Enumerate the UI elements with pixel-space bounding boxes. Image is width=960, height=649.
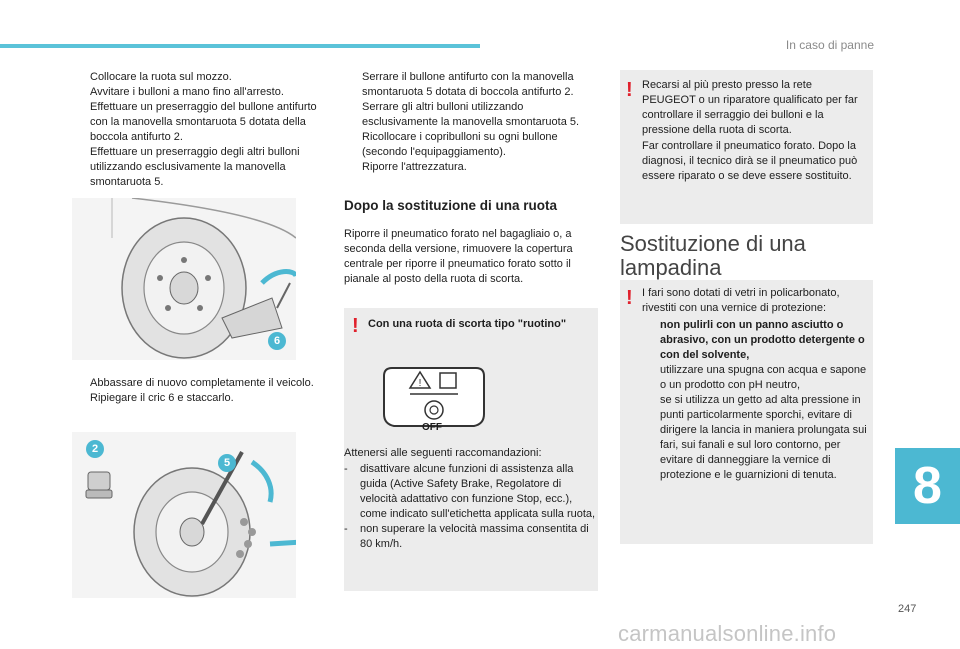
warning-line-1: Recarsi al più presto presso la rete PEUGEOT o un riparatore qualificato per far controllare il serraggio dei bulloni e la pressione della ruota di scorta.: [642, 79, 858, 136]
list-item: se si utilizza un getto ad alta pressione in punti particolarmente sporchi, evitare di dirigere la lancia in maniera prolungata sui fari, sui fanali e sul loro contorno, per evitare di danneggiare la vernice di protezione e le guarnizioni di tenuta.: [660, 394, 867, 481]
spare-wheel-warning-box: [344, 308, 598, 591]
header-accent-bar: [0, 44, 480, 48]
steps-list-col2: [344, 70, 600, 175]
steps-list-top: [72, 70, 322, 190]
wheel-label-graphic: [374, 364, 494, 442]
wheel-jack-drawing: [72, 198, 296, 360]
list-item: utilizzare una spugna con acqua e sapone o un prodotto con pH neutro,: [660, 364, 867, 391]
box-recommendations: [344, 462, 598, 552]
list-item: Ricollocare i copribulloni su ogni bullone (secondo l'equipaggiamento).: [362, 131, 558, 158]
list-item: non pulirli con un panno asciutto o abrasivo, con un prodotto detergente o con del solvente,: [660, 319, 865, 361]
box-intro: I fari sono dotati di vetri in policarbonato, rivestiti con una vernice di protezione:: [642, 287, 840, 314]
box-intro: Attenersi alle seguenti raccomandazioni:: [344, 447, 542, 459]
list-item: Collocare la ruota sul mozzo.: [90, 71, 232, 83]
page-number: 247: [898, 603, 917, 615]
list-item: - disattivare alcune funzioni di assistenza alla guida (Active Safety Brake, Regolatore di velocità adattativo con funzione Stop, ecc.), come indicato sull'etichetta applicata sulla ruota,: [344, 463, 596, 520]
list-item: Effettuare un preserraggio del bullone antifurto con la manovella smontaruota 5 dotata della boccola antifurto 2.: [90, 101, 317, 143]
section-heading-line-1: Sostituzione di una: [620, 231, 806, 256]
wheel-brace-drawing: [72, 432, 296, 598]
steps-list-bottom: [72, 376, 322, 406]
warning-icon: !: [352, 315, 359, 337]
list-item: Riporre l'attrezzatura.: [362, 161, 467, 173]
warning-icon: !: [626, 287, 633, 309]
list-item: Abbassare di nuovo completamente il veicolo.: [90, 377, 314, 389]
warning-icon: !: [626, 79, 633, 101]
chapter-title: In caso di panne: [785, 38, 874, 52]
illustration-wheel-brace: [72, 432, 296, 598]
box-title: Con una ruota di scorta tipo "ruotino": [368, 318, 567, 330]
callout-badge: 2: [86, 440, 104, 458]
list-item: Effettuare un preserraggio degli altri bulloni utilizzando esclusivamente la manovella smontaruota 5.: [90, 146, 300, 188]
list-item: - non superare la velocità massima consentita di 80 km/h.: [344, 523, 589, 550]
care-instructions: [642, 318, 868, 483]
callout-badge: 6: [268, 332, 286, 350]
svg-text:!: !: [418, 378, 422, 389]
dealer-warning-box: [620, 70, 873, 224]
list-item: Serrare il bullone antifurto con la manovella smontaruota 5 dotata di boccola antifurto 2.: [362, 71, 574, 98]
list-item: Avvitare i bulloni a mano fino all'arresto.: [90, 86, 284, 98]
watermark-text: carmanualsonline.info: [618, 621, 837, 646]
section-heading: Dopo la sostituzione di una ruota: [344, 198, 558, 213]
headlamp-care-box: [620, 280, 873, 544]
label-off-text: OFF: [422, 422, 442, 433]
list-item: Serrare gli altri bulloni utilizzando esclusivamente la manovella smontaruota 5.: [362, 101, 580, 128]
callout-badge: 5: [218, 454, 236, 472]
section-heading-line-2: lampadina: [620, 255, 722, 280]
chapter-number-tab: 8: [895, 448, 960, 524]
section-paragraph: Riporre il pneumatico forato nel bagagliaio o, a seconda della versione, rimuovere la copertura centrale per riporre il pneumatico forato sotto il pianale al posto della ruota di scorta.: [344, 228, 573, 285]
list-item: Ripiegare il cric 6 e staccarlo.: [90, 392, 234, 404]
warning-line-2: Far controllare il pneumatico forato. Dopo la diagnosi, il tecnico dirà se il pneumatico può essere riparato o se deve essere sostituito.: [642, 140, 858, 182]
illustration-wheel-jack: [72, 198, 296, 360]
